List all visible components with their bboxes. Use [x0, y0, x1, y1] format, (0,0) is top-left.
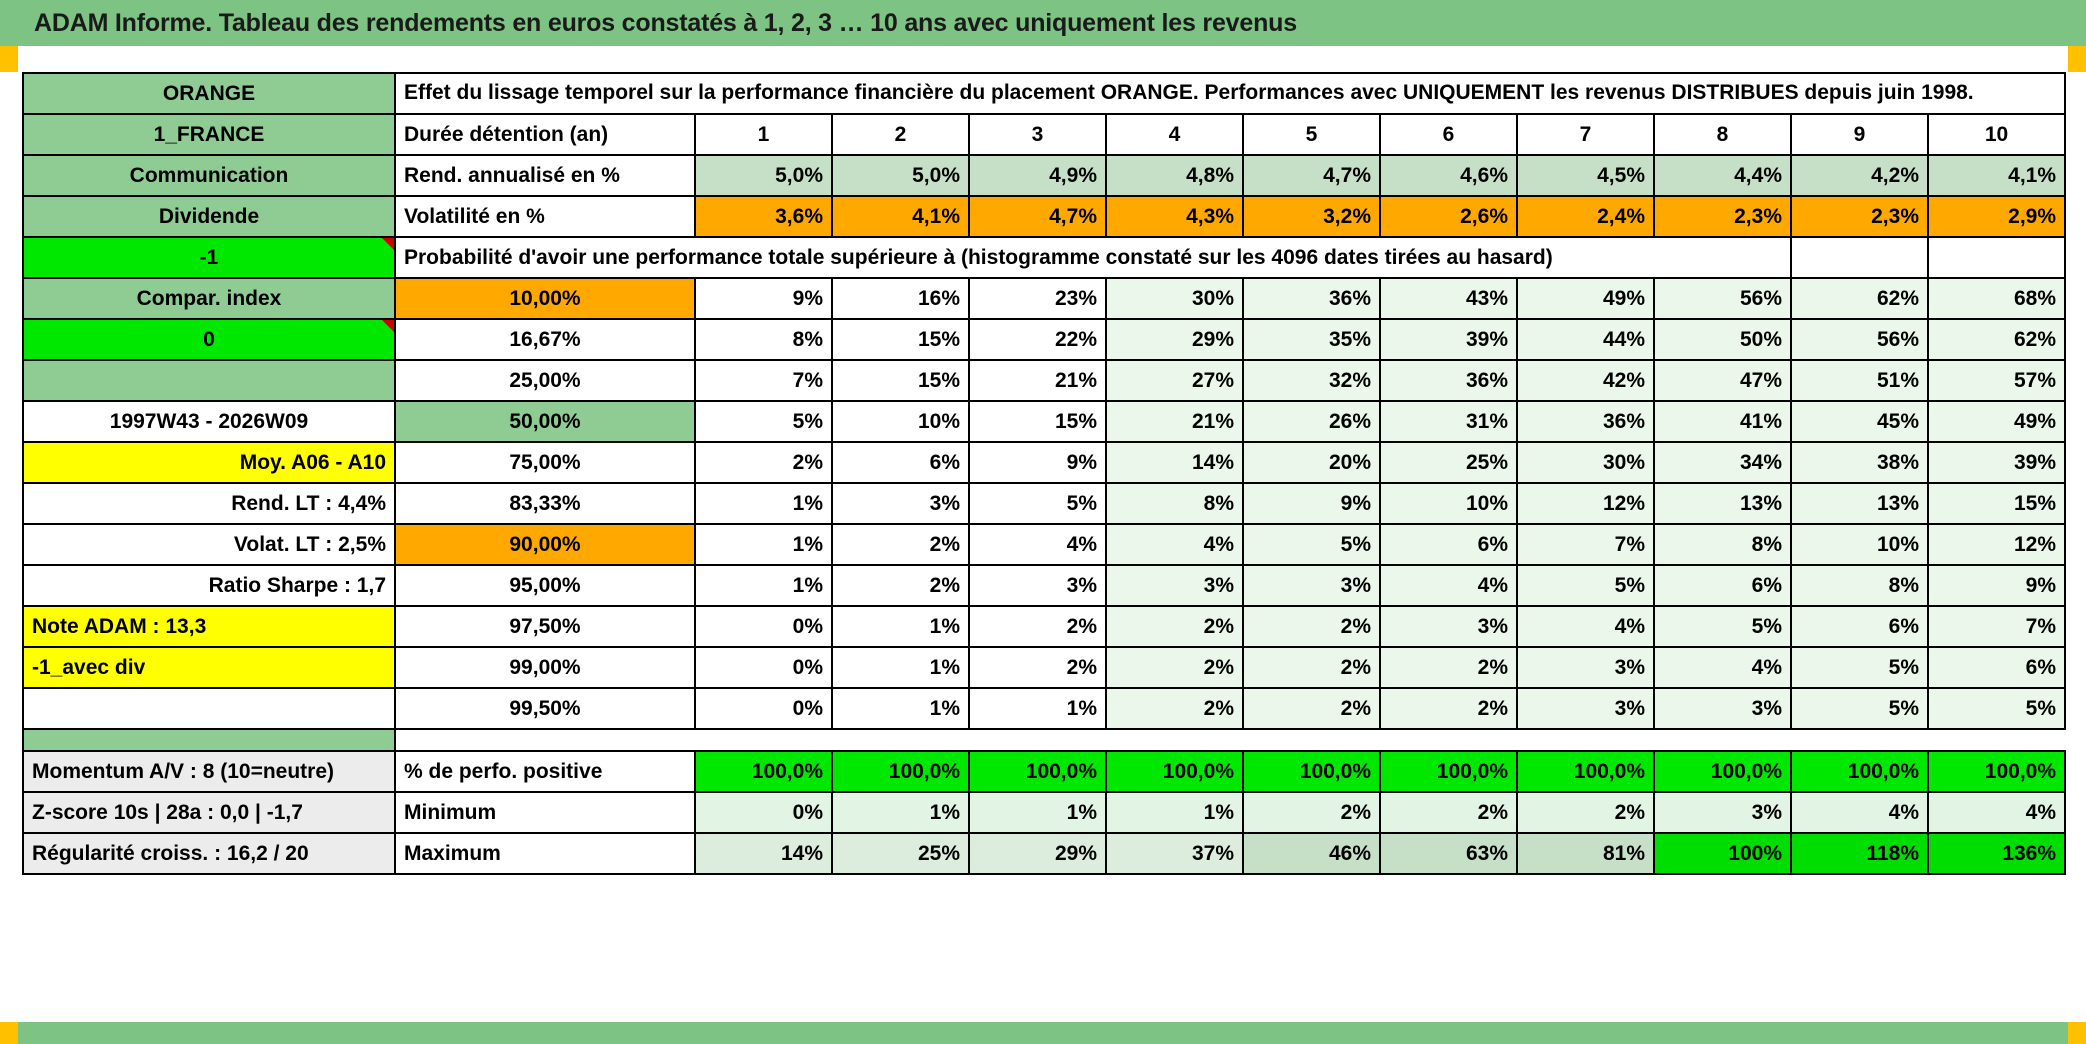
table-row-percentile-1 — [23, 278, 2065, 319]
p1-v5: 36% — [1243, 278, 1380, 319]
percentile-1-label: 10,00% — [395, 278, 695, 319]
duration-9: 9 — [1791, 114, 1928, 155]
volatilite-2: 4,1% — [832, 196, 969, 237]
perfo-positive-label: % de perfo. positive — [395, 751, 695, 792]
min-v10: 4% — [1928, 792, 2065, 833]
ratio-sharpe-label: Ratio Sharpe : 1,7 — [23, 565, 395, 606]
p3-v4: 27% — [1106, 360, 1243, 401]
rendement-8: 4,4% — [1654, 155, 1791, 196]
p11-v7: 3% — [1517, 688, 1654, 729]
p2-v1: 8% — [695, 319, 832, 360]
volatilite-label: Volatilité en % — [395, 196, 695, 237]
product-name-cell: ORANGE — [23, 73, 395, 114]
p6-v8: 13% — [1654, 483, 1791, 524]
p4-v3: 15% — [969, 401, 1106, 442]
volatilite-8: 2,3% — [1654, 196, 1791, 237]
duration-10: 10 — [1928, 114, 2065, 155]
rendement-9: 4,2% — [1791, 155, 1928, 196]
momentum-label: Momentum A/V : 8 (10=neutre) — [23, 751, 395, 792]
p7-v1: 1% — [695, 524, 832, 565]
rendement-5: 4,7% — [1243, 155, 1380, 196]
table-row-maximum — [23, 833, 2065, 874]
p8-v2: 2% — [832, 565, 969, 606]
max-v7: 81% — [1517, 833, 1654, 874]
p5-v9: 38% — [1791, 442, 1928, 483]
p2-v5: 35% — [1243, 319, 1380, 360]
p4-v6: 31% — [1380, 401, 1517, 442]
p3-v8: 47% — [1654, 360, 1791, 401]
pp-v10: 100,0% — [1928, 751, 2065, 792]
p5-v1: 2% — [695, 442, 832, 483]
pp-v9: 100,0% — [1791, 751, 1928, 792]
p5-v2: 6% — [832, 442, 969, 483]
min-v5: 2% — [1243, 792, 1380, 833]
p10-v2: 1% — [832, 647, 969, 688]
duration-4: 4 — [1106, 114, 1243, 155]
p3-v1: 7% — [695, 360, 832, 401]
volatilite-1: 3,6% — [695, 196, 832, 237]
period-label: 1997W43 - 2026W09 — [23, 401, 395, 442]
min-v7: 2% — [1517, 792, 1654, 833]
volatilite-7: 2,4% — [1517, 196, 1654, 237]
prob-title-cell: Probabilité d'avoir une performance totale supérieure à (histogramme constaté sur les 4096 dates tirées au hasard) — [395, 237, 1791, 278]
rendement-7: 4,5% — [1517, 155, 1654, 196]
p9-v6: 3% — [1380, 606, 1517, 647]
table-row-percentile-11 — [23, 688, 2065, 729]
minimum-label: Minimum — [395, 792, 695, 833]
p9-v10: 7% — [1928, 606, 2065, 647]
p5-v6: 25% — [1380, 442, 1517, 483]
percentile-6-label: 83,33% — [395, 483, 695, 524]
volat-lt-label: Volat. LT : 2,5% — [23, 524, 395, 565]
table-row-percentile-9 — [23, 606, 2065, 647]
pp-v7: 100,0% — [1517, 751, 1654, 792]
p6-v4: 8% — [1106, 483, 1243, 524]
p4-v1: 5% — [695, 401, 832, 442]
p9-v9: 6% — [1791, 606, 1928, 647]
prob-title-pad-1 — [1791, 237, 1928, 278]
p1-v3: 23% — [969, 278, 1106, 319]
p6-v2: 3% — [832, 483, 969, 524]
percentile-7-label: 90,00% — [395, 524, 695, 565]
performance-table — [22, 72, 2066, 875]
rendement-1: 5,0% — [695, 155, 832, 196]
p3-v2: 15% — [832, 360, 969, 401]
volatilite-9: 2,3% — [1791, 196, 1928, 237]
table-row-minimum — [23, 792, 2065, 833]
duration-8: 8 — [1654, 114, 1791, 155]
table-row-percentile-4 — [23, 401, 2065, 442]
max-v3: 29% — [969, 833, 1106, 874]
min-v8: 3% — [1654, 792, 1791, 833]
table-row-percentile-6 — [23, 483, 2065, 524]
max-v6: 63% — [1380, 833, 1517, 874]
p7-v6: 6% — [1380, 524, 1517, 565]
table-row-perfo-positive — [23, 751, 2065, 792]
p2-v3: 22% — [969, 319, 1106, 360]
table-row-percentile-8 — [23, 565, 2065, 606]
rendement-10: 4,1% — [1928, 155, 2065, 196]
volatilite-10: 2,9% — [1928, 196, 2065, 237]
p7-v2: 2% — [832, 524, 969, 565]
p5-v7: 30% — [1517, 442, 1654, 483]
zero-flag-cell: 0 — [23, 319, 395, 360]
percentile-5-label: 75,00% — [395, 442, 695, 483]
max-v5: 46% — [1243, 833, 1380, 874]
table-row-durations — [23, 114, 2065, 155]
p5-v3: 9% — [969, 442, 1106, 483]
p4-v7: 36% — [1517, 401, 1654, 442]
p11-v10: 5% — [1928, 688, 2065, 729]
p6-v10: 15% — [1928, 483, 2065, 524]
pp-v5: 100,0% — [1243, 751, 1380, 792]
table-row-volatilite — [23, 196, 2065, 237]
blank-label-cell — [23, 360, 395, 401]
p4-v10: 49% — [1928, 401, 2065, 442]
duration-7: 7 — [1517, 114, 1654, 155]
p6-v3: 5% — [969, 483, 1106, 524]
p2-v10: 62% — [1928, 319, 2065, 360]
max-v10: 136% — [1928, 833, 2065, 874]
p11-v4: 2% — [1106, 688, 1243, 729]
table-row-percentile-10 — [23, 647, 2065, 688]
percentile-11-label: 99,50% — [395, 688, 695, 729]
p8-v1: 1% — [695, 565, 832, 606]
percentile-4-label: 50,00% — [395, 401, 695, 442]
p3-v9: 51% — [1791, 360, 1928, 401]
duration-2: 2 — [832, 114, 969, 155]
p5-v4: 14% — [1106, 442, 1243, 483]
p4-v2: 10% — [832, 401, 969, 442]
rendement-6: 4,6% — [1380, 155, 1517, 196]
p2-v7: 44% — [1517, 319, 1654, 360]
p7-v5: 5% — [1243, 524, 1380, 565]
p9-v1: 0% — [695, 606, 832, 647]
volatilite-3: 4,7% — [969, 196, 1106, 237]
table-row-percentile-5 — [23, 442, 2065, 483]
percentile-9-label: 97,50% — [395, 606, 695, 647]
p2-v9: 56% — [1791, 319, 1928, 360]
pp-v1: 100,0% — [695, 751, 832, 792]
min-v9: 4% — [1791, 792, 1928, 833]
corner-accent-top-left — [0, 46, 18, 72]
p7-v3: 4% — [969, 524, 1106, 565]
rend-lt-label: Rend. LT : 4,4% — [23, 483, 395, 524]
pp-v8: 100,0% — [1654, 751, 1791, 792]
p9-v4: 2% — [1106, 606, 1243, 647]
p2-v6: 39% — [1380, 319, 1517, 360]
spacer-green-cell — [23, 729, 395, 751]
header-banner — [0, 0, 2086, 46]
footer-green-bar — [0, 1022, 2086, 1044]
max-v1: 14% — [695, 833, 832, 874]
p9-v3: 2% — [969, 606, 1106, 647]
pp-v2: 100,0% — [832, 751, 969, 792]
country-label: 1_FRANCE — [23, 114, 395, 155]
min-v3: 1% — [969, 792, 1106, 833]
description-cell: Effet du lissage temporel sur la performance financière du placement ORANGE. Performances avec UNIQUEMENT les revenus DISTRIBUES depuis juin 1998. — [395, 73, 2065, 114]
p4-v4: 21% — [1106, 401, 1243, 442]
regularite-label: Régularité croiss. : 16,2 / 20 — [23, 833, 395, 874]
p7-v7: 7% — [1517, 524, 1654, 565]
note-adam-label: Note ADAM : 13,3 — [23, 606, 395, 647]
table-row-rendement — [23, 155, 2065, 196]
p11-v2: 1% — [832, 688, 969, 729]
p5-v10: 39% — [1928, 442, 2065, 483]
p5-v5: 20% — [1243, 442, 1380, 483]
duration-3: 3 — [969, 114, 1106, 155]
p8-v3: 3% — [969, 565, 1106, 606]
max-v9: 118% — [1791, 833, 1928, 874]
p11-v9: 5% — [1791, 688, 1928, 729]
duration-5: 5 — [1243, 114, 1380, 155]
p11-v3: 1% — [969, 688, 1106, 729]
avec-div-label: -1_avec div — [23, 647, 395, 688]
p11-v5: 2% — [1243, 688, 1380, 729]
min-v1: 0% — [695, 792, 832, 833]
p10-v3: 2% — [969, 647, 1106, 688]
table-row-percentile-7 — [23, 524, 2065, 565]
min-v4: 1% — [1106, 792, 1243, 833]
p9-v5: 2% — [1243, 606, 1380, 647]
p6-v9: 13% — [1791, 483, 1928, 524]
duration-1: 1 — [695, 114, 832, 155]
p7-v8: 8% — [1654, 524, 1791, 565]
rendement-3: 4,9% — [969, 155, 1106, 196]
p7-v9: 10% — [1791, 524, 1928, 565]
p2-v4: 29% — [1106, 319, 1243, 360]
p11-v1: 0% — [695, 688, 832, 729]
percentile-3-label: 25,00% — [395, 360, 695, 401]
p9-v7: 4% — [1517, 606, 1654, 647]
p6-v5: 9% — [1243, 483, 1380, 524]
duration-6: 6 — [1380, 114, 1517, 155]
maximum-label: Maximum — [395, 833, 695, 874]
percentile-2-label: 16,67% — [395, 319, 695, 360]
top-white-strip — [0, 46, 2086, 72]
rendement-4: 4,8% — [1106, 155, 1243, 196]
p10-v1: 0% — [695, 647, 832, 688]
p2-v8: 50% — [1654, 319, 1791, 360]
p11-v6: 2% — [1380, 688, 1517, 729]
p4-v8: 41% — [1654, 401, 1791, 442]
table-row-title — [23, 73, 2065, 114]
p10-v7: 3% — [1517, 647, 1654, 688]
p10-v4: 2% — [1106, 647, 1243, 688]
rendement-2: 5,0% — [832, 155, 969, 196]
p10-v6: 2% — [1380, 647, 1517, 688]
p7-v10: 12% — [1928, 524, 2065, 565]
moyenne-label: Moy. A06 - A10 — [23, 442, 395, 483]
index-flag-cell: -1 — [23, 237, 395, 278]
p8-v8: 6% — [1654, 565, 1791, 606]
spacer-blank-cell — [395, 729, 2065, 751]
min-v2: 1% — [832, 792, 969, 833]
p1-v2: 16% — [832, 278, 969, 319]
sheet-area — [22, 72, 2064, 875]
p3-v6: 36% — [1380, 360, 1517, 401]
rendement-label: Rend. annualisé en % — [395, 155, 695, 196]
prob-title-pad-2 — [1928, 237, 2065, 278]
p1-v6: 43% — [1380, 278, 1517, 319]
p3-v5: 32% — [1243, 360, 1380, 401]
volatilite-4: 4,3% — [1106, 196, 1243, 237]
p8-v10: 9% — [1928, 565, 2065, 606]
pp-v6: 100,0% — [1380, 751, 1517, 792]
p3-v10: 57% — [1928, 360, 2065, 401]
compar-index-label: Compar. index — [23, 278, 395, 319]
percentile-8-label: 95,00% — [395, 565, 695, 606]
p10-v8: 4% — [1654, 647, 1791, 688]
p9-v8: 5% — [1654, 606, 1791, 647]
pp-v4: 100,0% — [1106, 751, 1243, 792]
p6-v7: 12% — [1517, 483, 1654, 524]
max-v8: 100% — [1654, 833, 1791, 874]
table-row-prob-title — [23, 237, 2065, 278]
table-row-spacer — [23, 729, 2065, 751]
p1-v4: 30% — [1106, 278, 1243, 319]
sector-label: Communication — [23, 155, 395, 196]
p3-v3: 21% — [969, 360, 1106, 401]
p11-v8: 3% — [1654, 688, 1791, 729]
table-row-percentile-3 — [23, 360, 2065, 401]
max-v2: 25% — [832, 833, 969, 874]
corner-accent-bottom-left — [0, 1022, 18, 1044]
min-v6: 2% — [1380, 792, 1517, 833]
p1-v8: 56% — [1654, 278, 1791, 319]
p6-v1: 1% — [695, 483, 832, 524]
max-v4: 37% — [1106, 833, 1243, 874]
p5-v8: 34% — [1654, 442, 1791, 483]
banner-title: ADAM Informe. Tableau des rendements en euros constatés à 1, 2, 3 … 10 ans avec uniquement les revenus — [34, 8, 1297, 37]
p1-v9: 62% — [1791, 278, 1928, 319]
p1-v10: 68% — [1928, 278, 2065, 319]
p1-v1: 9% — [695, 278, 832, 319]
p8-v7: 5% — [1517, 565, 1654, 606]
corner-accent-top-right — [2068, 46, 2086, 72]
p8-v9: 8% — [1791, 565, 1928, 606]
p4-v5: 26% — [1243, 401, 1380, 442]
p10-v10: 6% — [1928, 647, 2065, 688]
volatilite-6: 2,6% — [1380, 196, 1517, 237]
zscore-label: Z-score 10s | 28a : 0,0 | -1,7 — [23, 792, 395, 833]
p9-v2: 1% — [832, 606, 969, 647]
p8-v6: 4% — [1380, 565, 1517, 606]
p2-v2: 15% — [832, 319, 969, 360]
p3-v7: 42% — [1517, 360, 1654, 401]
corner-accent-bottom-right — [2068, 1022, 2086, 1044]
volatilite-5: 3,2% — [1243, 196, 1380, 237]
pp-v3: 100,0% — [969, 751, 1106, 792]
percentile-10-label: 99,00% — [395, 647, 695, 688]
p8-v5: 3% — [1243, 565, 1380, 606]
table-row-percentile-2 — [23, 319, 2065, 360]
duration-label: Durée détention (an) — [395, 114, 695, 155]
blank-label-cell-2 — [23, 688, 395, 729]
p8-v4: 3% — [1106, 565, 1243, 606]
p10-v9: 5% — [1791, 647, 1928, 688]
p1-v7: 49% — [1517, 278, 1654, 319]
p10-v5: 2% — [1243, 647, 1380, 688]
p4-v9: 45% — [1791, 401, 1928, 442]
p7-v4: 4% — [1106, 524, 1243, 565]
type-label: Dividende — [23, 196, 395, 237]
p6-v6: 10% — [1380, 483, 1517, 524]
